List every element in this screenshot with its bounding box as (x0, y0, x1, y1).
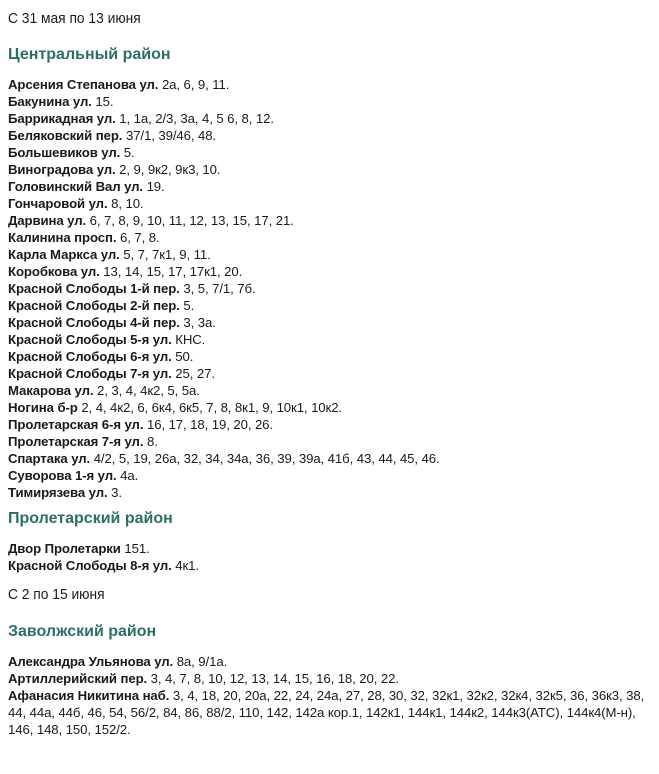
street-row (8, 484, 651, 501)
street-row (8, 433, 651, 450)
house-numbers: 5. (183, 298, 195, 313)
street-row (8, 399, 651, 416)
street-name: Александра Ульянова ул. (8, 654, 174, 669)
house-numbers: 1, 1а, 2/3, 3а, 4, 5 6, 8, 12. (119, 111, 274, 126)
street-row (8, 263, 651, 280)
house-numbers: 8. (146, 434, 158, 449)
street-name: Красной Слободы 8-я ул. (8, 558, 172, 573)
street-name: Суворова 1-я ул. (8, 468, 117, 483)
street-row (8, 212, 651, 229)
street-row (8, 229, 651, 246)
street-row (8, 178, 651, 195)
house-numbers: 5. (123, 145, 135, 160)
house-numbers: 4/2, 5, 19, 26а, 32, 34, 34а, 36, 39, 39а, 41б, 43, 44, 45, 46. (93, 451, 440, 466)
street-name: Дарвина ул. (8, 213, 87, 228)
street-name: Спартака ул. (8, 451, 91, 466)
street-name: Бакунина ул. (8, 94, 92, 109)
street-row (8, 382, 651, 399)
house-numbers: 5, 7, 7к1, 9, 11. (123, 247, 211, 262)
street-name: Арсения Степанова ул. (8, 77, 159, 92)
street-row (8, 93, 651, 110)
street-list-proletarsky (8, 540, 651, 574)
street-name: Калинина просп. (8, 230, 117, 245)
house-numbers: 2, 3, 4, 4к2, 5, 5а. (97, 383, 200, 398)
street-name: Тимирязева ул. (8, 485, 108, 500)
house-numbers: 2а, 6, 9, 11. (161, 77, 230, 92)
house-numbers: 4к1. (175, 558, 199, 573)
street-name: Баррикадная ул. (8, 111, 116, 126)
period-section-2 (8, 574, 651, 738)
street-row (8, 195, 651, 212)
street-row (8, 348, 651, 365)
house-numbers: 151. (124, 541, 150, 556)
street-row (8, 127, 651, 144)
street-list-zavolzhsky (8, 653, 651, 738)
street-name: Пролетарская 6-я ул. (8, 417, 144, 432)
house-numbers: 2, 4, 4к2, 6, 6к4, 6к5, 7, 8, 8к1, 9, 10к1, 10к2. (81, 400, 343, 415)
street-row (8, 161, 651, 178)
house-numbers: 3, 4, 7, 8, 10, 12, 13, 14, 15, 16, 18, 20, 22. (150, 671, 399, 686)
house-numbers: 4а. (120, 468, 139, 483)
street-row (8, 246, 651, 263)
district-heading-zavolzhsky: Заволжский район (8, 623, 157, 640)
house-numbers: 3. (111, 485, 122, 500)
street-name: Красной Слободы 7-я ул. (8, 366, 172, 381)
house-numbers: 6, 7, 8, 9, 10, 11, 12, 13, 15, 17, 21. (89, 213, 294, 228)
street-name: Двор Пролетарки (8, 541, 121, 556)
street-name: Макарова ул. (8, 383, 94, 398)
street-name: Головинский Вал ул. (8, 179, 143, 194)
house-numbers: 3, 3а. (183, 315, 216, 330)
street-row (8, 331, 651, 348)
period-section-1 (8, 9, 651, 574)
street-name: Артиллерийский пер. (8, 671, 148, 686)
street-row (8, 144, 651, 161)
district-heading-central: Центральный район (8, 46, 171, 63)
street-name: Большевиков ул. (8, 145, 121, 160)
house-numbers: 2, 9, 9к2, 9к3, 10. (119, 162, 221, 177)
house-numbers: 19. (146, 179, 165, 194)
street-name: Виноградова ул. (8, 162, 116, 177)
street-row (8, 670, 651, 687)
street-row (8, 365, 651, 382)
street-row (8, 450, 651, 467)
street-name: Красной Слободы 2-й пер. (8, 298, 180, 313)
house-numbers: 37/1, 39/46, 48. (125, 128, 217, 143)
street-name: Пролетарская 7-я ул. (8, 434, 144, 449)
street-row (8, 653, 651, 670)
street-list-central (8, 76, 651, 501)
period-heading: С 2 по 15 июня (8, 586, 105, 603)
house-numbers: 8, 10. (111, 196, 144, 211)
street-name: Афанасия Никитина наб. (8, 688, 170, 703)
street-row (8, 467, 651, 484)
street-name: Красной Слободы 5-я ул. (8, 332, 172, 347)
house-numbers: 3, 4, 18, 20, 20а, 22, 24, 24а, 27, 28, 30, 32, 32к1, 32к2, 32к4, 32к5, 36, 36к3, 38, 44, 44а, 44б, 46, 54, 56/2, 84, 86, 88/2, 110, 142, 142а кор.1, 142к1, 144к1, 144к2, 144к3(АТС), 144к4(М-н), 146, 148, 150, 152/2. (8, 688, 645, 737)
house-numbers: КНС. (175, 332, 206, 347)
house-numbers: 6, 7, 8. (120, 230, 160, 245)
house-numbers: 15. (95, 94, 114, 109)
period-heading: С 31 мая по 13 июня (8, 10, 141, 27)
house-numbers: 25, 27. (175, 366, 215, 381)
house-numbers: 8а, 9/1а. (176, 654, 228, 669)
house-numbers: 13, 14, 15, 17, 17к1, 20. (103, 264, 243, 279)
street-name: Красной Слободы 4-й пер. (8, 315, 180, 330)
street-row (8, 297, 651, 314)
street-row (8, 314, 651, 331)
district-heading-proletarsky: Пролетарский район (8, 510, 173, 527)
street-row (8, 416, 651, 433)
house-numbers: 16, 17, 18, 19, 20, 26. (146, 417, 273, 432)
house-numbers: 50. (175, 349, 194, 364)
street-row (8, 557, 651, 574)
street-name: Карла Маркса ул. (8, 247, 120, 262)
street-name: Коробкова ул. (8, 264, 100, 279)
street-row (8, 540, 651, 557)
street-row (8, 280, 651, 297)
house-numbers: 3, 5, 7/1, 7б. (183, 281, 256, 296)
street-row (8, 76, 651, 93)
street-name: Красной Слободы 1-й пер. (8, 281, 180, 296)
street-row (8, 687, 651, 738)
street-name: Ногина б-р (8, 400, 78, 415)
street-name: Красной Слободы 6-я ул. (8, 349, 172, 364)
street-name: Беляковский пер. (8, 128, 123, 143)
street-name: Гончаровой ул. (8, 196, 108, 211)
street-row (8, 110, 651, 127)
